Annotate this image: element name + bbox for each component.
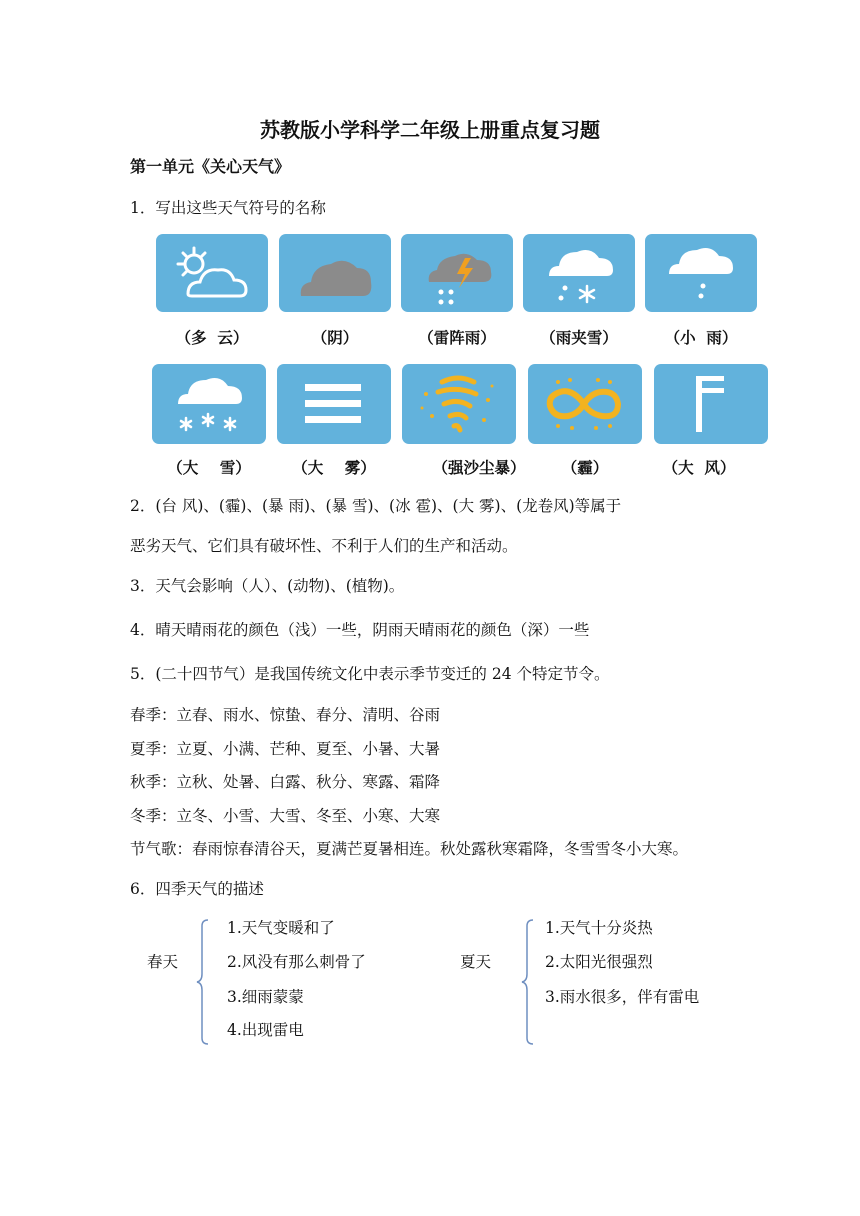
summer-item-3: 3.雨水很多，伴有雷电 [545, 988, 700, 1006]
summer-brace [521, 918, 535, 1046]
heavy-fog-icon [277, 364, 391, 444]
haze-icon [528, 364, 642, 444]
label-symbol-7: （大 雾） [292, 459, 376, 477]
thunderstorm-icon [401, 234, 513, 312]
heavy-snow-icon [152, 364, 266, 444]
light-rain-icon [645, 234, 757, 312]
spring-item-4: 4.出现雷电 [227, 1021, 304, 1039]
question-4: 4．晴天晴雨花的颜色（浅）一些，阴雨天晴雨花的颜色（深）一些 [130, 621, 590, 639]
question-2-line-1: 2．(台 风)、(霾)、(暴 雨)、(暴 雪)、(冰 雹)、(大 雾)、(龙卷风)等属于 [130, 497, 622, 515]
label-symbol-2: （阴） [311, 329, 359, 347]
summer-item-2: 2.太阳光很强烈 [545, 953, 653, 971]
question-5: 5．(二十四节气）是我国传统文化中表示季节变迁的 24 个特定节令。 [130, 665, 610, 683]
summer-item-1: 1.天气十分炎热 [545, 919, 653, 937]
partly-cloudy-icon [156, 234, 268, 312]
spring-label: 春天 [147, 953, 179, 971]
overcast-icon [279, 234, 391, 312]
label-symbol-9: （霾） [561, 459, 609, 477]
label-symbol-6: （大 雪） [167, 459, 251, 477]
unit-heading: 第一单元《关心天气》 [130, 157, 291, 176]
spring-item-2: 2.风没有那么刺骨了 [227, 953, 366, 971]
solar-terms-song: 节气歌：春雨惊春清谷天，夏满芒夏暑相连。秋处露秋寒霜降，冬雪雪冬小大寒。 [130, 840, 689, 858]
summer-terms: 夏季：立夏、小满、芒种、夏至、小暑、大暑 [130, 740, 441, 758]
autumn-terms: 秋季：立秋、处暑、白露、秋分、寒露、霜降 [130, 773, 441, 791]
spring-item-3: 3.细雨蒙蒙 [227, 988, 304, 1006]
label-symbol-5: （小 雨） [664, 329, 738, 347]
summer-label: 夏天 [460, 953, 492, 971]
sandstorm-icon [402, 364, 516, 444]
spring-brace [196, 918, 210, 1046]
label-symbol-8: （强沙尘暴） [432, 459, 526, 477]
question-6: 6．四季天气的描述 [130, 880, 264, 898]
spring-item-1: 1.天气变暖和了 [227, 919, 335, 937]
sleet-icon [523, 234, 635, 312]
label-symbol-4: （雨夹雪） [540, 329, 618, 347]
winter-terms: 冬季：立冬、小雪、大雪、冬至、小寒、大寒 [130, 807, 441, 825]
label-symbol-10: （大 风） [662, 459, 736, 477]
spring-terms: 春季：立春、雨水、惊蛰、春分、清明、谷雨 [130, 706, 441, 724]
label-symbol-3: （雷阵雨） [418, 329, 496, 347]
page-title: 苏教版小学科学二年级上册重点复习题 [260, 118, 600, 142]
question-2-line-2: 恶劣天气、它们具有破坏性、不利于人们的生产和活动。 [130, 537, 518, 555]
strong-wind-icon [654, 364, 768, 444]
question-1: 1．写出这些天气符号的名称 [130, 199, 326, 217]
label-symbol-1: （多 云） [175, 329, 249, 347]
question-3: 3．天气会影响（人）、(动物)、(植物)。 [130, 577, 405, 595]
